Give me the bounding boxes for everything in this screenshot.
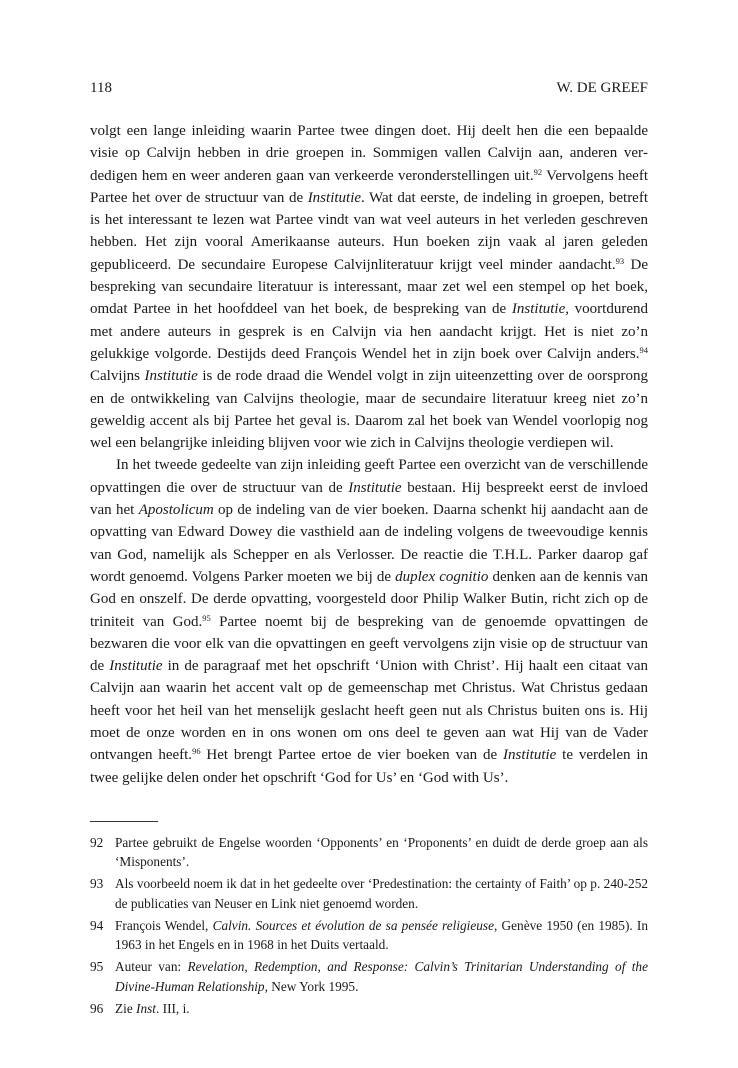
page-number: 118 xyxy=(90,80,112,96)
text-run: volgt een lange inleiding waarin Partee twee dingen doet. Hij deelt hen die een bepaalde visie op Calvijn hebben in drie groepen in. Sommigen vallen Calvijn aan, anderen verdedigen hem en weer anderen gaan van verkeerde veronderstellingen uit. xyxy=(90,123,648,184)
paragraph xyxy=(90,120,648,454)
text-run: te verdelen in twee gelijke delen onder het opschrift ‘God for Us’ en ‘God with Us’. xyxy=(90,747,648,786)
footnote xyxy=(90,874,648,913)
italic-text: Institutie xyxy=(511,301,566,318)
running-title: W. DE GREEF xyxy=(556,80,648,96)
footnote-number: 93 xyxy=(90,876,104,892)
italic-text: Institutie xyxy=(144,368,198,385)
text-run: bestaan. Hij bespreekt eerst de invloed van het xyxy=(90,479,648,519)
footnote-separator xyxy=(90,821,158,822)
italic-text: Apostolicum xyxy=(138,502,214,519)
italic-text: Institutie xyxy=(503,747,557,764)
text-run: In het tweede gedeelte van zijn inleiding geeft Partee een overzicht van de verschillende opvattingen die over de structuur van de xyxy=(90,457,648,496)
italic-text: Institutie xyxy=(307,189,362,206)
italic-text: duplex cognitio xyxy=(395,568,489,585)
italic-text: Inst xyxy=(136,1000,156,1016)
text-run: Calvijns xyxy=(90,368,145,385)
footnote-text xyxy=(115,957,648,996)
italic-text: Revelation, Redemption, and Response: Calvin’s Trinitarian Understanding of the Divine-Human Relationship xyxy=(115,959,648,994)
italic-text: Calvin. Sources et évolution de sa pensée religieuse xyxy=(212,917,495,933)
body-text xyxy=(90,120,648,789)
text-run: Auteur van: xyxy=(115,959,188,975)
footnote-number: 94 xyxy=(90,917,104,933)
text-run: Als voorbeeld noem ik dat in het gedeelte over ‘Predestination: the certainty of Faith’ op p. 240-252 de publicaties van Neuser en Link niet genoemd worden. xyxy=(115,876,648,911)
text-run: is de rode draad die Wendel volgt in zijn uiteenzetting over de oorsprong en de ontwikkeling van Calvijns theologie, maar de secundaire literatuur kreeg niet zo’n geweldig accent als bij Partee het geval is. Daarom zal het boek van Wendel voorlopig nog wel een belangrijke inleiding blijven voor wie zich in Calvijns theologie verdiepen wil. xyxy=(90,368,648,452)
text-run: Zie xyxy=(115,1000,137,1016)
footnote-text xyxy=(115,874,648,913)
text-run: Het brengt Partee ertoe de vier boeken van de xyxy=(200,747,504,764)
text-run: denken aan de kennis van God en onszelf. De derde opvatting, voorgesteld door Philip Walker Butin, richt zich op de triniteit van God. xyxy=(90,568,648,630)
footnote-ref: 92 xyxy=(533,166,543,177)
footnote-number: 96 xyxy=(90,1000,104,1016)
footnote-ref: 93 xyxy=(615,255,625,266)
running-header xyxy=(90,78,648,98)
text-run: Vervolgens heeft Partee het over de structuur van de xyxy=(90,167,648,206)
footnote xyxy=(90,833,648,872)
text-run: , voortdurend met andere auteurs in gesprek is en Calvijn via hen aandacht krijgt. Het is niet zo’n gelukkige volgorde. Destijds deed François Wendel het in zijn boek over Calvijn anders. xyxy=(90,301,648,362)
text-run: François Wendel, xyxy=(115,917,213,933)
text-run: Partee noemt bij de bespreking van de genoemde opvattingen de bezwaren die voor elk van die opvattingen en geeft vervolgens zijn visie op de structuur van de xyxy=(90,613,648,675)
text-run: Partee gebruikt de Engelse woorden ‘Opponents’ en ‘Proponents’ en duidt de derde groep aan als ‘Misponents’. xyxy=(115,835,648,870)
italic-text: Institutie xyxy=(109,658,163,675)
text-run: , Genève 1950 (en 1985). In 1963 in het Engels en in 1968 in het Duits vertaald. xyxy=(115,917,648,953)
footnote xyxy=(90,957,648,996)
paragraph xyxy=(90,454,648,788)
italic-text: Institutie xyxy=(348,479,402,496)
text-run: op de indeling van de vier boeken. Daarna schenkt hij aandacht aan de opvatting van Edward Dowey die vasthield aan de indeling volgens de tweevoudige kennis van God, namelijk als Schepper en als Verlosser. De reactie die T.H.L. Parker daarop gaf wordt genoemd. Volgens Parker moeten we bij de xyxy=(90,502,648,585)
footnote-text xyxy=(115,916,648,955)
footnote-ref: 94 xyxy=(639,344,648,355)
text-run: , New York 1995. xyxy=(264,978,359,994)
footnote xyxy=(90,999,648,1018)
footnotes xyxy=(90,833,648,1021)
footnote-number: 92 xyxy=(90,835,104,850)
footnote xyxy=(90,916,648,955)
text-run: . III, i. xyxy=(156,1000,190,1016)
text-run: De bespreking van secundaire literatuur is interessant, maar zet wel een stempel op het boek, omdat Partee in het hoofddeel van het boek, de bespreking van de xyxy=(90,256,648,318)
footnote-text xyxy=(115,833,648,872)
footnote-ref: 95 xyxy=(202,612,211,623)
text-run: . Wat dat eerste, de indeling in groepen, betreft is het interessant te lezen wat Partee vindt van wat veel auteurs in het verleden geschreven hebben. Het zijn vooral Amerikaanse auteurs. Hun boeken zijn vaak al jaren geleden gepubliceerd. De secundaire Europese Calvijnliteratuur krijgt veel minder aandacht. xyxy=(90,189,649,273)
text-run: in de paragraaf met het opschrift ‘Union with Christ’. Hij haalt een citaat van Calvijn aan waarin het accent valt op de gemeenschap met Christus. Wat Christus gedaan heeft voor het heil van het menselijk geslacht heeft geen nut als Christus buiten ons is. Hij moet de onze worden en in ons wonen om ons deel te geven aan wat Hij van de Vader ontvangen heeft. xyxy=(90,658,648,764)
footnote-text xyxy=(115,999,648,1018)
footnote-ref: 96 xyxy=(192,746,201,757)
footnote-number: 95 xyxy=(90,959,104,975)
